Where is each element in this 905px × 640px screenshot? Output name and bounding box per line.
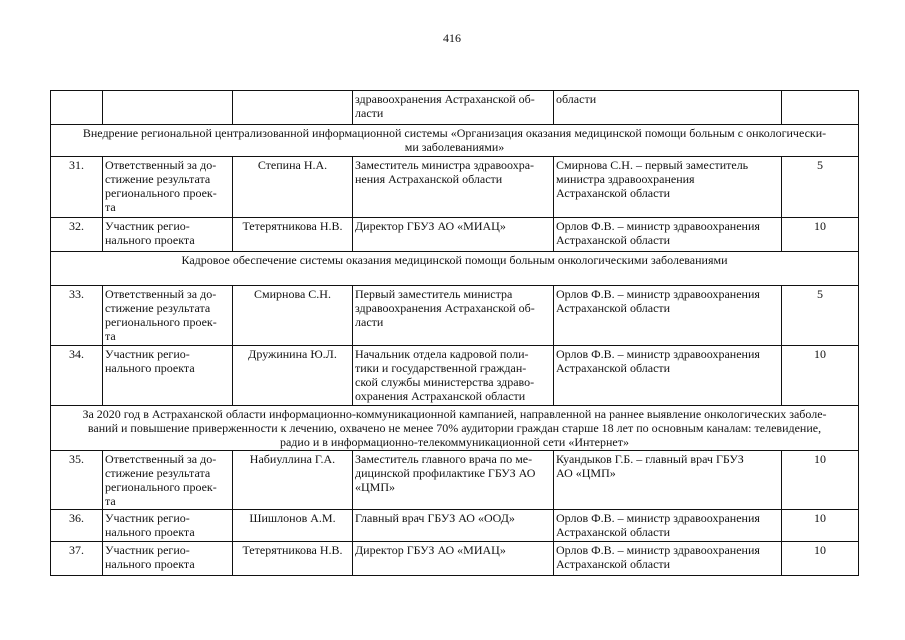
value-cell: 5 (782, 157, 859, 218)
table-row (51, 218, 859, 252)
supervisor-cell: Орлов Ф.В. – министр здравоохранения Астраханской области (554, 286, 782, 346)
section-row (51, 125, 859, 157)
row-number: 31. (51, 157, 103, 218)
supervisor-cell: Орлов Ф.В. – министр здравоохранения Астраханской области (554, 346, 782, 406)
role-cell (103, 91, 233, 125)
section-header: Кадровое обеспечение системы оказания медицинской помощи больным онкологическими заболеваниями (51, 252, 859, 286)
row-number (51, 91, 103, 125)
supervisor-cell: Орлов Ф.В. – министр здравоохранения Астраханской области (554, 510, 782, 542)
section-header: За 2020 год в Астраханской области информационно-коммуникационной кампанией, направленной на раннее выявление онкологических заболе- ваний и повышение приверженности к лечению, охвачено не менее 70% аудитории граждан старше 18 лет по основным каналам: телевидение, радио и в информационно-телекоммуникационной сети «Интернет» (51, 406, 859, 451)
row-number: 33. (51, 286, 103, 346)
person-name-cell: Смирнова С.Н. (233, 286, 353, 346)
role-cell: Участник регио- нального проекта (103, 510, 233, 542)
section-header: Внедрение региональной централизованной информационной системы «Организация оказания медицинской помощи больным с онкологически- ми заболеваниями» (51, 125, 859, 157)
position-cell: Директор ГБУЗ АО «МИАЦ» (353, 218, 554, 252)
role-cell: Участник регио- нального проекта (103, 542, 233, 576)
value-cell: 10 (782, 510, 859, 542)
table-row (51, 451, 859, 510)
supervisor-cell: Куандыков Г.Б. – главный врач ГБУЗ АО «ЦМП» (554, 451, 782, 510)
role-cell: Участник регио- нального проекта (103, 218, 233, 252)
position-cell: Директор ГБУЗ АО «МИАЦ» (353, 542, 554, 576)
table-row (51, 346, 859, 406)
row-number: 35. (51, 451, 103, 510)
table-row-continuation (51, 91, 859, 125)
value-cell: 10 (782, 346, 859, 406)
value-cell: 10 (782, 451, 859, 510)
supervisor-cell: Орлов Ф.В. – министр здравоохранения Астраханской области (554, 542, 782, 576)
responsibility-table (50, 90, 859, 576)
value-cell (782, 91, 859, 125)
position-cell: здравоохранения Астраханской об- ласти (353, 91, 554, 125)
person-name-cell: Степина Н.А. (233, 157, 353, 218)
row-number: 32. (51, 218, 103, 252)
role-cell: Участник регио- нального проекта (103, 346, 233, 406)
table-row (51, 157, 859, 218)
row-number: 34. (51, 346, 103, 406)
person-name-cell: Тетерятникова Н.В. (233, 542, 353, 576)
value-cell: 10 (782, 218, 859, 252)
table-row (51, 286, 859, 346)
position-cell: Начальник отдела кадровой поли- тики и государственной граждан- ской службы министерства здраво- охранения Астраханской области (353, 346, 554, 406)
supervisor-cell: Смирнова С.Н. – первый заместитель министра здравоохранения Астраханской области (554, 157, 782, 218)
person-name-cell: Дружинина Ю.Л. (233, 346, 353, 406)
row-number: 36. (51, 510, 103, 542)
page-number: 416 (443, 31, 461, 45)
value-cell: 5 (782, 286, 859, 346)
position-cell: Заместитель министра здравоохра- нения Астраханской области (353, 157, 554, 218)
row-number: 37. (51, 542, 103, 576)
position-cell: Первый заместитель министра здравоохранения Астраханской об- ласти (353, 286, 554, 346)
section-row (51, 406, 859, 451)
supervisor-cell: Орлов Ф.В. – министр здравоохранения Астраханской области (554, 218, 782, 252)
table-row (51, 510, 859, 542)
person-name-cell (233, 91, 353, 125)
value-cell: 10 (782, 542, 859, 576)
person-name-cell: Набиуллина Г.А. (233, 451, 353, 510)
role-cell: Ответственный за до- стижение результата регионального проек- та (103, 451, 233, 510)
section-row (51, 252, 859, 286)
person-name-cell: Тетерятникова Н.В. (233, 218, 353, 252)
person-name-cell: Шишлонов А.М. (233, 510, 353, 542)
position-cell: Главный врач ГБУЗ АО «ООД» (353, 510, 554, 542)
role-cell: Ответственный за до- стижение результата регионального проек- та (103, 157, 233, 218)
table-row (51, 542, 859, 576)
supervisor-cell: области (554, 91, 782, 125)
position-cell: Заместитель главного врача по ме- дицинской профилактике ГБУЗ АО «ЦМП» (353, 451, 554, 510)
role-cell: Ответственный за до- стижение результата регионального проек- та (103, 286, 233, 346)
